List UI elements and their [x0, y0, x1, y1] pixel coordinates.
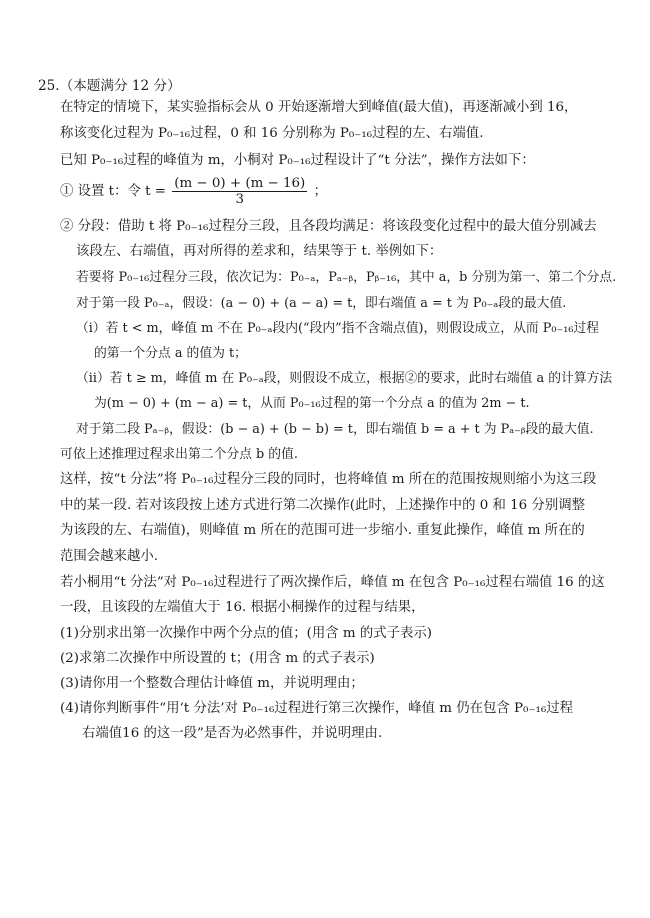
intro-line-2: 称该变化过程为 P₀₋₁₆过程，0 和 16 分别称为 P₀₋₁₆过程的左、右端值.: [60, 126, 484, 141]
example-line-7: 对于第二段 Pₐ₋ᵦ，假设：(b − a) + (b − b) = t，即右端值 b = a + t 为 Pₐ₋ᵦ段的最大值.: [76, 422, 594, 437]
example-line-2: 对于第一段 P₀₋ₐ，假设：(a − 0) + (a − a) = t，即右端值 a = t 为 P₀₋ₐ段的最大值.: [76, 296, 567, 311]
problem-heading: 25.（本题满分 12 分）: [38, 78, 181, 94]
fraction-denominator: 3: [235, 192, 245, 207]
question-1: (1)分别求出第一次操作中两个分点的值；(用含 m 的式子表示): [60, 626, 432, 641]
step1-fraction: [172, 176, 307, 207]
after-line-2: 中的某一段. 若对该段按上述方式进行第二次操作(此时，上述操作中的 0 和 16 分别调整: [60, 498, 585, 513]
step2-line-2: 该段左、右端值，再对所得的差求和，结果等于 t. 举例如下：: [76, 244, 443, 259]
intro-line-3: 已知 P₀₋₁₆过程的峰值为 m，小桐对 P₀₋₁₆过程设计了“t 分法”，操作方法如下：: [60, 153, 535, 168]
step1-suffix: ；: [313, 184, 327, 199]
question-4-line-2: 右端值16 的这一段”是否为必然事件，并说明理由.: [82, 726, 383, 741]
question-4-line-1: (4)请你判断事件“用‘t 分法’对 P₀₋₁₆过程进行第三次操作，峰值 m 仍在包含 P₀₋₁₆过程: [60, 701, 573, 716]
example-line-6: 为(m − 0) + (m − a) = t，从而 P₀₋₁₆过程的第一个分点 a 的值为 2m − t.: [94, 396, 530, 411]
after-line-6: 一段，且该段的左端值大于 16. 根据小桐操作的过程与结果，: [60, 600, 425, 615]
example-line-3: （ⅰ）若 t < m，峰值 m 不在 P₀₋ₐ段内(“段内”指不含端点值)，则假设成立，从而 P₀₋₁₆过程: [76, 321, 600, 336]
after-line-5: 若小桐用“t 分法”对 P₀₋₁₆过程进行了两次操作后，峰值 m 在包含 P₀₋₁₆过程右端值 16 的这: [60, 575, 605, 590]
after-line-1: 这样，按“t 分法”将 P₀₋₁₆过程分三段的同时，也将峰值 m 所在的范围按规则缩小为这三段: [60, 472, 597, 487]
step1-line: [60, 176, 327, 208]
question-2: (2)求第二次操作中所设置的 t；(用含 m 的式子表示): [60, 651, 375, 666]
intro-line-1: 在特定的情境下，某实验指标会从 0 开始逐渐增大到峰值(最大值)，再逐渐减小到 16，: [60, 100, 578, 115]
example-line-8: 可依上述推理过程求出第二个分点 b 的值.: [60, 447, 298, 462]
example-line-4: 的第一个分点 a 的值为 t；: [94, 346, 247, 361]
after-line-3: 为该段的左、右端值)，则峰值 m 所在的范围可进一步缩小. 重复此操作，峰值 m 所在的: [60, 523, 585, 538]
question-3: (3)请你用一个整数合理估计峰值 m，并说明理由；: [60, 676, 364, 691]
step1-prefix: ① 设置 t：令 t =: [60, 184, 166, 199]
fraction-numerator: (m − 0) + (m − 16): [174, 176, 306, 191]
after-line-4: 范围会越来越小.: [60, 549, 158, 564]
step2-line-1: ② 分段：借助 t 将 P₀₋₁₆过程分三段，且各段均满足：将该段变化过程中的最大值分别减去: [60, 219, 597, 234]
example-line-5: （ⅱ）若 t ≥ m，峰值 m 在 P₀₋ₐ段，则假设不成立，根据②的要求，此时右端值 a 的计算方法: [76, 371, 613, 386]
example-line-1: 若要将 P₀₋₁₆过程分三段，依次记为：P₀₋ₐ，Pₐ₋ᵦ，Pᵦ₋₁₆，其中 a，b 分别为第一、第二个分点.: [76, 270, 617, 285]
